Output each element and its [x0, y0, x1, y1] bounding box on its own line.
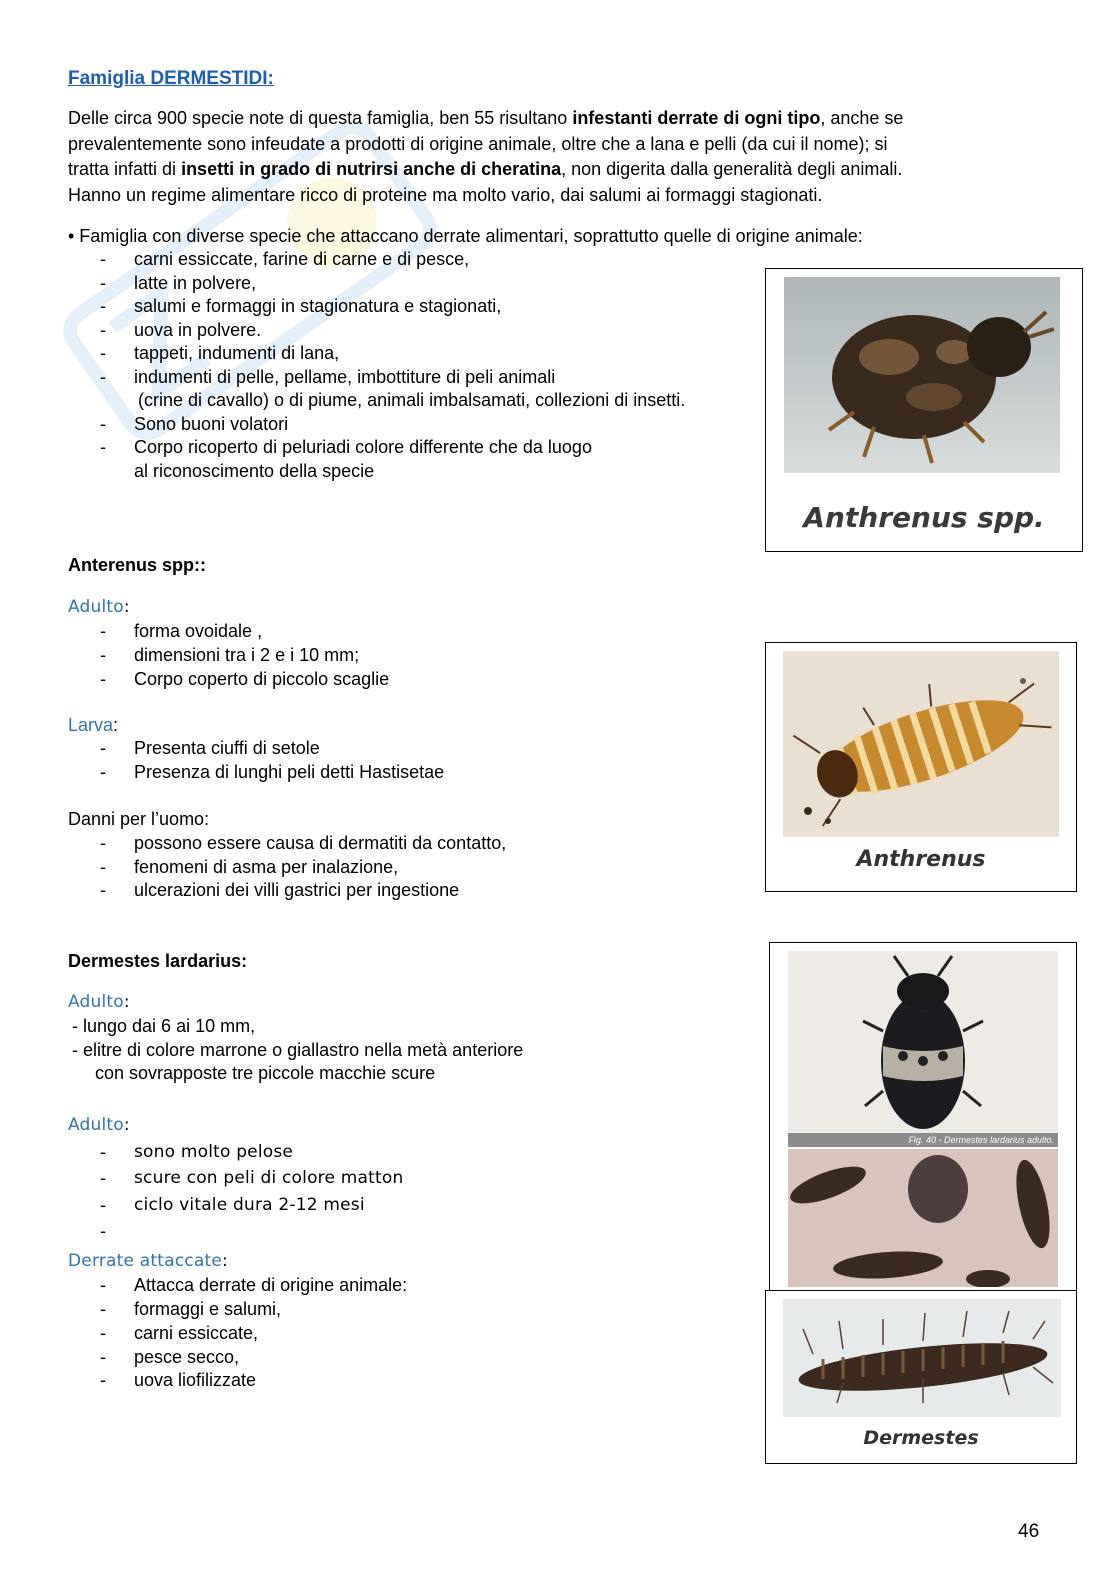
- list-item: tappeti, indumenti di lana,: [134, 343, 340, 363]
- list-dash: -: [100, 343, 106, 363]
- dermestes-heading: Dermestes lardarius:: [68, 951, 248, 971]
- list-item: carni essiccate, farine di carne e di pesce,: [134, 249, 470, 269]
- figure-caption: Dermestes: [863, 1427, 979, 1449]
- intro-line-1: Delle circa 900 specie note di questa famiglia, ben 55 risultano infestanti derrate di ogni tipo, anche se: [68, 108, 904, 128]
- list-item: indumenti di pelle, pellame, imbottiture di peli animali: [134, 367, 556, 387]
- list-item: uova in polvere.: [134, 320, 262, 340]
- section-title: Famiglia DERMESTIDI:: [68, 68, 274, 89]
- dermestes-adult-line: - lungo dai 6 ai 10 mm,: [72, 1016, 256, 1036]
- list-dash: -: [100, 669, 106, 689]
- list-dash: -: [100, 1168, 106, 1188]
- list-item: sono molto pelose: [134, 1142, 294, 1162]
- figure-anthrenus-adult: [765, 268, 1083, 552]
- list-dash: -: [100, 762, 106, 782]
- larva-photo: [783, 1299, 1061, 1417]
- list-dash: -: [100, 1299, 106, 1319]
- anthrenus-adult-label: Adulto:: [68, 597, 130, 617]
- list-dash: -: [100, 880, 106, 900]
- list-dash: -: [100, 273, 106, 293]
- figure-dermestes-larva: [765, 1290, 1077, 1464]
- list-dash: -: [100, 1142, 106, 1162]
- list-dash: -: [100, 1221, 106, 1241]
- list-dash: -: [100, 857, 106, 877]
- anthrenus-larva-label: Larva:: [68, 715, 119, 735]
- list-dash: -: [100, 1347, 106, 1367]
- intro-line-4: Hanno un regime alimentare ricco di proteine ma molto vario, dai salumi ai formaggi stagionati.: [68, 185, 823, 205]
- list-item: dimensioni tra i 2 e i 10 mm;: [134, 645, 360, 665]
- list-dash: -: [100, 367, 106, 387]
- list-dash: -: [100, 437, 106, 457]
- list-item: Sono buoni volatori: [134, 414, 289, 434]
- list-dash: -: [100, 249, 106, 269]
- list-item: possono essere causa di dermatiti da contatto,: [134, 833, 507, 853]
- anthrenus-heading: Anterenus spp::: [68, 555, 207, 575]
- list-dash: -: [100, 1275, 106, 1295]
- list-item: ciclo vitale dura 2-12 mesi: [134, 1195, 365, 1215]
- list-item: ulcerazioni dei villi gastrici per ingestione: [134, 880, 460, 900]
- list-item: Attacca derrate di origine animale:: [134, 1275, 408, 1295]
- dermestes-adult-line: con sovrapposte tre piccole macchie scure: [95, 1063, 436, 1083]
- list-item: carni essiccate,: [134, 1323, 259, 1343]
- intro-line-2: prevalentemente sono infeudate a prodotti di origine animale, oltre che a lana e pelli (da cui il nome); si: [68, 134, 888, 154]
- list-dash: -: [100, 738, 106, 758]
- figure-caption: Fig. 40 - Dermestes lardarius adulto.: [788, 1133, 1058, 1147]
- list-dash: -: [100, 414, 106, 434]
- bullet-intro: • Famiglia con diverse specie che attaccano derrate alimentari, soprattutto quelle di origine animale:: [68, 226, 863, 246]
- dermestes-adult2-label: Adulto:: [68, 1115, 130, 1135]
- list-item: salumi e formaggi in stagionatura e stagionati,: [134, 296, 502, 316]
- figure-dermestes-adult: [769, 942, 1077, 1292]
- list-dash: -: [100, 296, 106, 316]
- list-item: fenomeni di asma per inalazione,: [134, 857, 399, 877]
- page-number: 46: [1018, 1521, 1040, 1542]
- figure-caption: Anthrenus: [856, 847, 986, 872]
- list-item: forma ovoidale ,: [134, 621, 263, 641]
- list-item: pesce secco,: [134, 1347, 240, 1367]
- list-dash: -: [100, 1195, 106, 1215]
- list-dash: -: [100, 833, 106, 853]
- list-item: latte in polvere,: [134, 273, 257, 293]
- intro-line-3: tratta infatti di insetti in grado di nutrirsi anche di cheratina, non digerita dalla generalità degli animali.: [68, 159, 903, 179]
- list-item-continued: al riconoscimento della specie: [134, 461, 375, 481]
- dermestes-adult-label: Adulto:: [68, 992, 130, 1012]
- list-item: Presenta ciuffi di setole: [134, 738, 320, 758]
- list-dash: -: [100, 645, 106, 665]
- dermestes-derrate-label: Derrate attaccate:: [68, 1251, 228, 1271]
- dermestes-adult-line: - elitre di colore marrone o giallastro nella metà anteriore: [72, 1040, 524, 1060]
- list-item: Corpo ricoperto di peluriadi colore differente che da luogo: [134, 437, 592, 457]
- list-dash: -: [100, 1370, 106, 1390]
- list-item: uova liofilizzate: [134, 1370, 257, 1390]
- larva-photo: [783, 651, 1059, 837]
- list-item: Presenza di lunghi peli detti Hastisetae: [134, 762, 445, 782]
- list-item-continued: (crine di cavallo) o di piume, animali imbalsamati, collezioni di insetti.: [138, 390, 686, 410]
- beetle-photo: [784, 277, 1060, 473]
- beetle-photo: [788, 951, 1058, 1137]
- list-item: scure con peli di colore matton: [134, 1168, 404, 1188]
- list-dash: -: [100, 1323, 106, 1343]
- larvae-photo: [788, 1149, 1058, 1287]
- figure-anthrenus-larva: [765, 642, 1077, 892]
- anthrenus-damage-label: Danni per l’uomo:: [68, 809, 210, 829]
- list-item: Corpo coperto di piccolo scaglie: [134, 669, 390, 689]
- list-dash: -: [100, 320, 106, 340]
- list-dash: -: [100, 621, 106, 641]
- figure-caption: Anthrenus spp.: [803, 501, 1045, 534]
- list-item: formaggi e salumi,: [134, 1299, 282, 1319]
